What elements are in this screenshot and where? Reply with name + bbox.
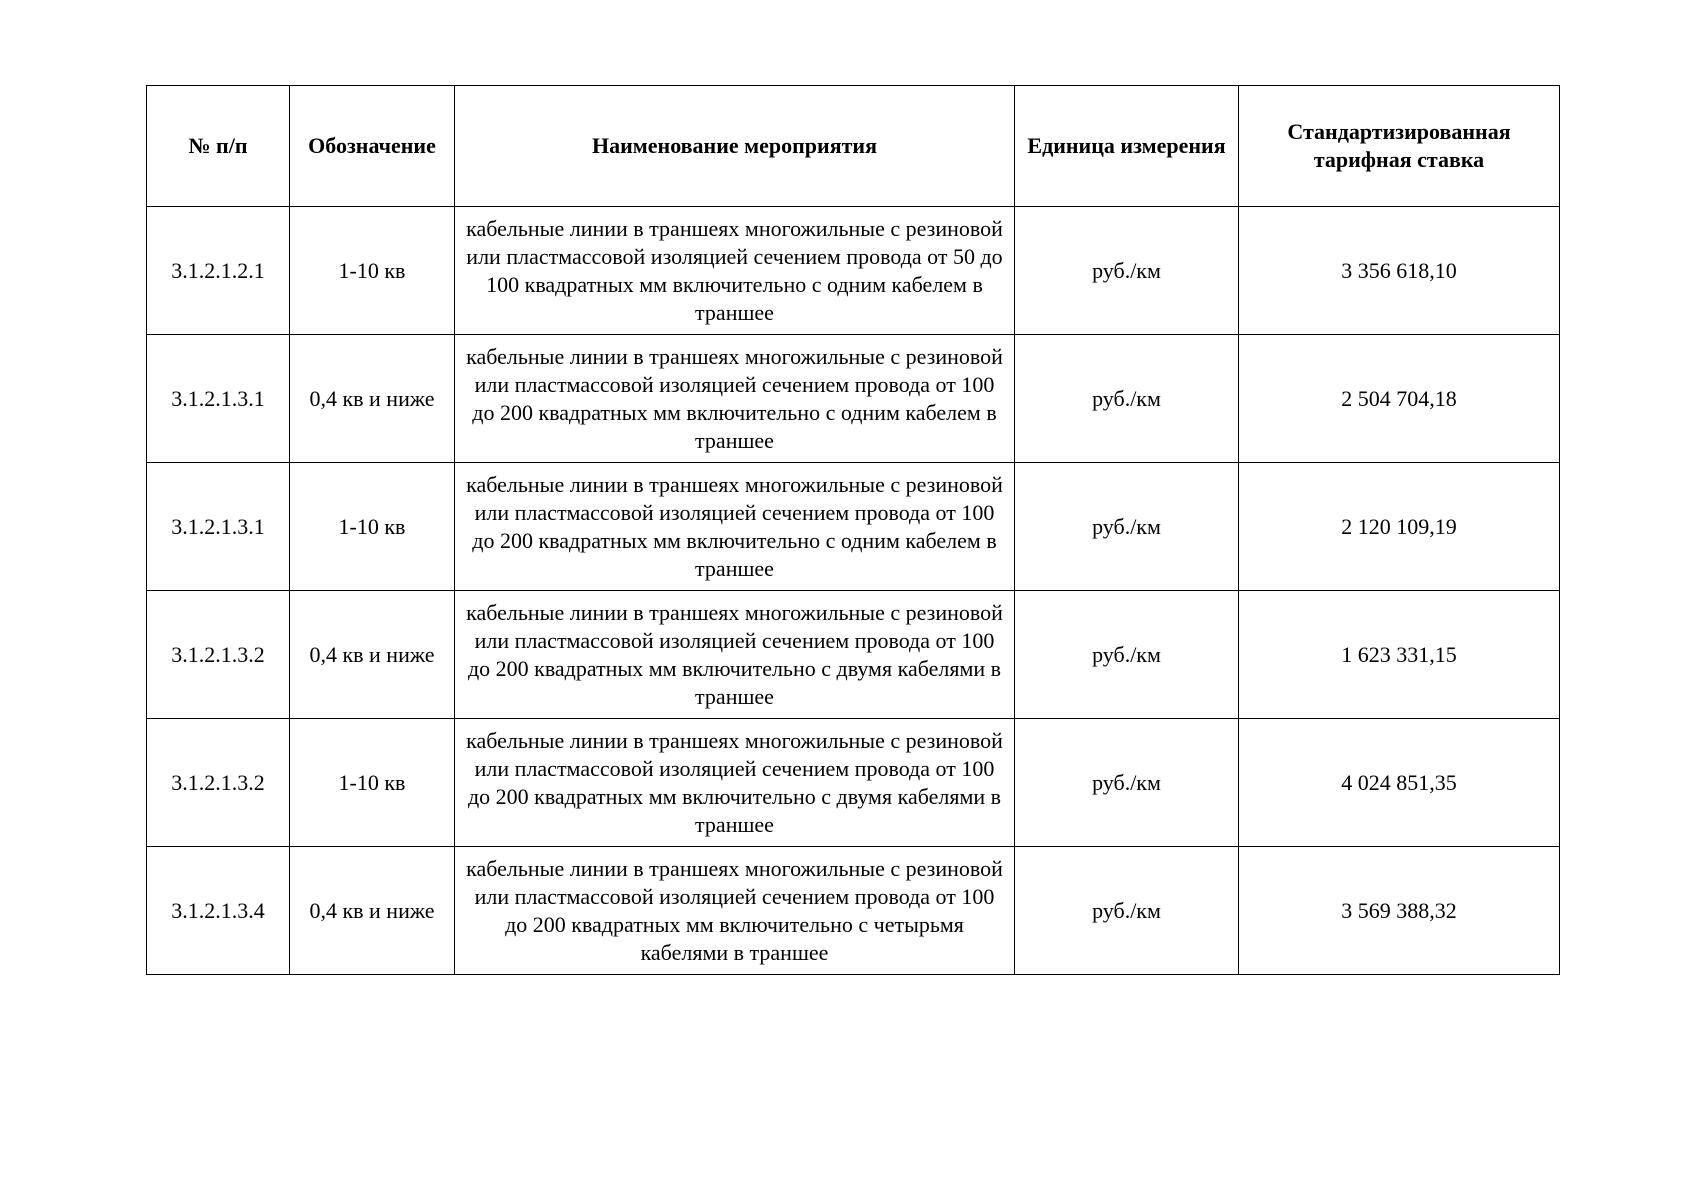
table-row bbox=[147, 463, 1560, 591]
cell-number: 3.1.2.1.3.1 bbox=[147, 463, 290, 591]
header-designation: Обозначение bbox=[290, 86, 455, 207]
cell-measure-name: кабельные линии в траншеях многожильные с резиновой или пластмассовой изоляцией сечением провода от 100 до 200 квадратных мм включительно с двумя кабелями в траншее bbox=[455, 591, 1015, 719]
cell-unit: руб./км bbox=[1015, 719, 1239, 847]
cell-number: 3.1.2.1.3.1 bbox=[147, 335, 290, 463]
cell-designation: 1-10 кв bbox=[290, 463, 455, 591]
table-row bbox=[147, 719, 1560, 847]
table-header-row bbox=[147, 86, 1560, 207]
cell-measure-name: кабельные линии в траншеях многожильные с резиновой или пластмассовой изоляцией сечением провода от 100 до 200 квадратных мм включительно с двумя кабелями в траншее bbox=[455, 719, 1015, 847]
cell-designation: 1-10 кв bbox=[290, 719, 455, 847]
cell-tariff-rate: 3 569 388,32 bbox=[1239, 847, 1560, 975]
cell-designation: 1-10 кв bbox=[290, 207, 455, 335]
cell-designation: 0,4 кв и ниже bbox=[290, 847, 455, 975]
cell-unit: руб./км bbox=[1015, 591, 1239, 719]
cell-tariff-rate: 4 024 851,35 bbox=[1239, 719, 1560, 847]
cell-number: 3.1.2.1.3.2 bbox=[147, 719, 290, 847]
cell-tariff-rate: 2 120 109,19 bbox=[1239, 463, 1560, 591]
cell-unit: руб./км bbox=[1015, 207, 1239, 335]
table-row bbox=[147, 207, 1560, 335]
cell-tariff-rate: 1 623 331,15 bbox=[1239, 591, 1560, 719]
cell-tariff-rate: 2 504 704,18 bbox=[1239, 335, 1560, 463]
cell-designation: 0,4 кв и ниже bbox=[290, 591, 455, 719]
cell-tariff-rate: 3 356 618,10 bbox=[1239, 207, 1560, 335]
table-row bbox=[147, 847, 1560, 975]
cell-unit: руб./км bbox=[1015, 335, 1239, 463]
cell-measure-name: кабельные линии в траншеях многожильные с резиновой или пластмассовой изоляцией сечением провода от 100 до 200 квадратных мм включительно с одним кабелем в траншее bbox=[455, 463, 1015, 591]
cell-number: 3.1.2.1.2.1 bbox=[147, 207, 290, 335]
table-row bbox=[147, 591, 1560, 719]
cell-number: 3.1.2.1.3.2 bbox=[147, 591, 290, 719]
cell-measure-name: кабельные линии в траншеях многожильные с резиновой или пластмассовой изоляцией сечением провода от 100 до 200 квадратных мм включительно с одним кабелем в траншее bbox=[455, 335, 1015, 463]
cell-measure-name: кабельные линии в траншеях многожильные с резиновой или пластмассовой изоляцией сечением провода от 100 до 200 квадратных мм включительно с четырьмя кабелями в траншее bbox=[455, 847, 1015, 975]
tariff-table bbox=[146, 85, 1560, 975]
header-tariff-rate: Стандартизированная тарифная ставка bbox=[1239, 86, 1560, 207]
header-unit: Единица измерения bbox=[1015, 86, 1239, 207]
cell-number: 3.1.2.1.3.4 bbox=[147, 847, 290, 975]
cell-unit: руб./км bbox=[1015, 847, 1239, 975]
header-number: № п/п bbox=[147, 86, 290, 207]
cell-measure-name: кабельные линии в траншеях многожильные с резиновой или пластмассовой изоляцией сечением провода от 50 до 100 квадратных мм включительно с одним кабелем в траншее bbox=[455, 207, 1015, 335]
cell-unit: руб./км bbox=[1015, 463, 1239, 591]
cell-designation: 0,4 кв и ниже bbox=[290, 335, 455, 463]
table-row bbox=[147, 335, 1560, 463]
header-measure-name: Наименование мероприятия bbox=[455, 86, 1015, 207]
